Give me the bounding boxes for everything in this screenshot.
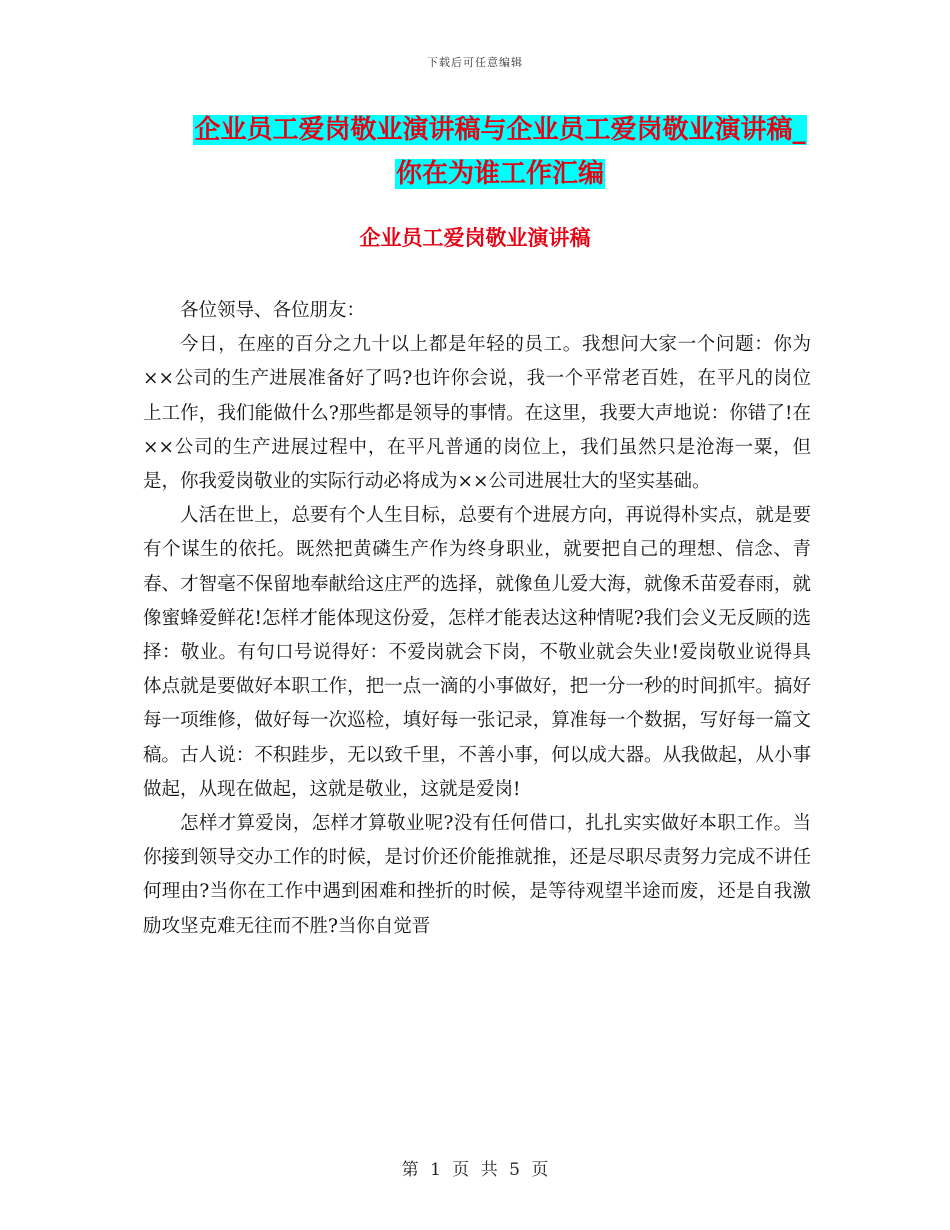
document-title xyxy=(120,108,880,196)
section-title: 企业员工爱岗敬业演讲稿 xyxy=(359,226,591,250)
document-title-line-2: 你在为谁工作汇编 xyxy=(395,159,604,189)
paragraph: 怎样才算爱岗，怎样才算敬业呢?没有任何借口，扎扎实实做好本职工作。当你接到领导交办工作的时候，是讨价还价能推就推，还是尽职尽责努力完成不讲任何理由?当你在工作中遇到困难和挫折的时候，是等待观望半途而废，还是自我激励攻坚克难无往而不胜?当你自觉晋 xyxy=(143,813,811,937)
paragraph: 人活在世上，总要有个人生目标，总要有个进展方向，再说得朴实点，就是要有个谋生的依托。既然把黄磷生产作为终身职业，就要把自己的理想、信念、青春、才智毫不保留地奉献给这庄严的选择，就像鱼儿爱大海，就像禾苗爱春雨，就像蜜蜂爱鲜花!怎样才能体现这份爱，怎样才能表达这种情呢?我们会义无反顾的选择：敬业。有句口号说得好：不爱岗就会下岗，不敬业就会失业!爱岗敬业说得具体点就是要做好本职工作，把一点一滴的小事做好，把一分一秒的时间抓牢。搞好每一项维修，做好每一次巡检，填好每一张记录，算准每一个数据，写好每一篇文稿。古人说：不积跬步，无以致千里，不善小事，何以成大器。从我做起，从小事做起，从现在做起，这就是敬业，这就是爱岗! xyxy=(143,505,811,800)
page-footer: 第 1 页 共 5 页 xyxy=(401,1160,549,1180)
page-header: 下载后可任意编辑 xyxy=(427,56,523,69)
body-text xyxy=(143,294,811,944)
document-title-line-1: 企业员工爱岗敬业演讲稿与企业员工爱岗敬业演讲稿_ xyxy=(194,115,806,145)
paragraph: 今日，在座的百分之九十以上都是年轻的员工。我想问大家一个问题：你为××公司的生产进展准备好了吗?也许你会说，我一个平常老百姓，在平凡的岗位上工作，我们能做什么?那些都是领导的事情。在这里，我要大声地说：你错了!在××公司的生产进展过程中，在平凡普通的岗位上，我们虽然只是沧海一粟，但是，你我爱岗敬业的实际行动必将成为××公司进展壮大的坚实基础。 xyxy=(143,334,811,493)
paragraph-greeting: 各位领导、各位朋友： xyxy=(180,300,366,321)
